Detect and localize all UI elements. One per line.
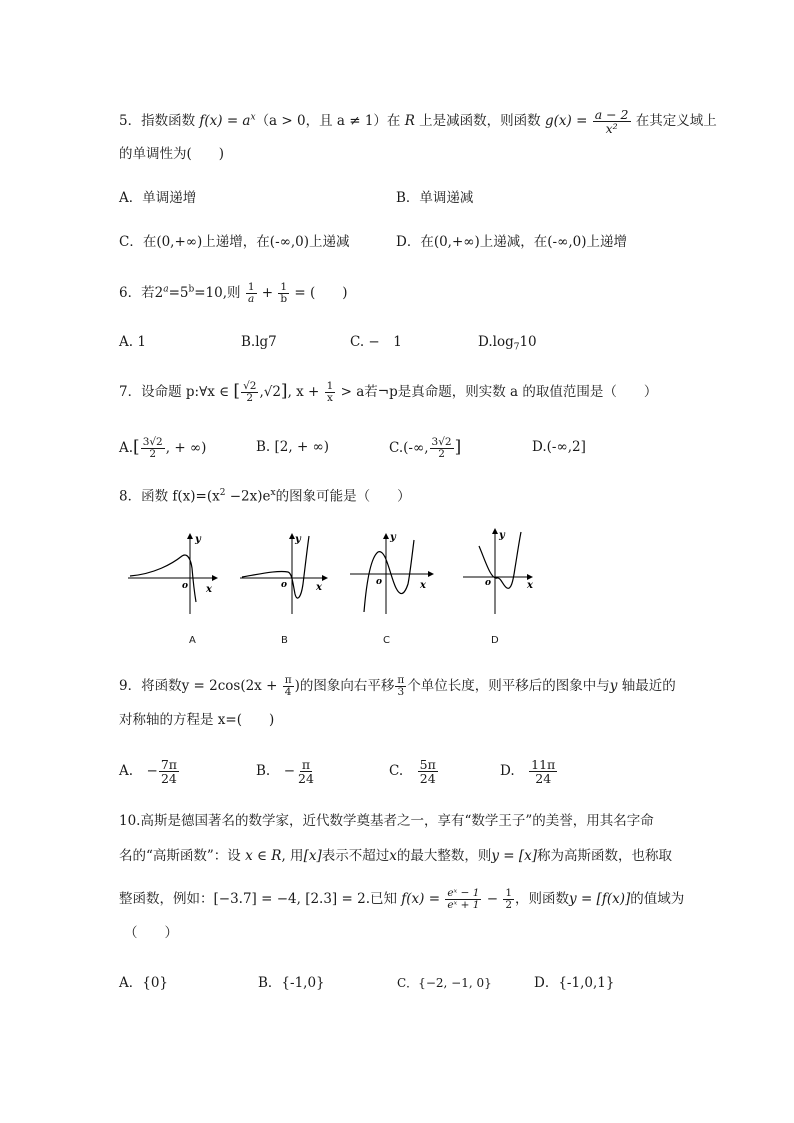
- q8-graph-b-label: B: [281, 635, 288, 646]
- q5-prefix: 5．指数函数: [119, 113, 200, 130]
- question-10-line3: 整函数，例如：[−3.7] = −4, [2.3] = 2.已知 f(x) = $\frac{\text{eˣ − 1}}{\text{eˣ + 1}}$ − $\frac{1}{2}$ ，则函数y = [f(x)]的值域为: [119, 887, 685, 912]
- q7-fraction: $\frac{1}{x}$: [326, 380, 334, 405]
- q5-gx: g(x) =: [544, 113, 588, 130]
- q5-option-c[interactable]: C．在(0,+∞)上递增，在(-∞,0)上递减: [119, 234, 350, 250]
- q5-suffix: 在其定义域上: [631, 113, 717, 130]
- q9-option-d[interactable]: D. $\frac{11\pi}{24}$: [500, 757, 556, 787]
- q7-interval-left: $\frac{√2}{2}$: [243, 380, 257, 405]
- q10-option-b[interactable]: B．{-1,0}: [258, 975, 325, 991]
- q6-fraction-2: $\frac{1}{b}$: [280, 281, 288, 306]
- q7-option-a[interactable]: A.[ $\frac{3√2}{2}$ , + ∞): [119, 436, 207, 461]
- q7-option-b[interactable]: B. [2, + ∞): [256, 439, 330, 455]
- q5-option-a[interactable]: A．单调递增: [119, 190, 197, 206]
- q10-half-fraction: $\frac{1}{2}$: [505, 887, 513, 912]
- question-7-stem: 7．设命题 p:∀x ∈ [ $\frac{√2}{2}$ ,√2], x + $\frac{1}{x}$ > a若¬p是真命题，则实数 a 的取值范围是（ ）: [119, 380, 658, 405]
- q10-option-a[interactable]: A．{0}: [119, 975, 169, 991]
- question-10-line2: 名的“高斯函数”：设 x ∈ R, 用[x]表示不超过x的最大整数，则y = [x]称为高斯函数，也称取: [119, 848, 673, 864]
- q9-option-b[interactable]: B. − $\frac{\pi}{24}$: [256, 757, 314, 787]
- q5-fx: f(x) = a: [199, 113, 251, 130]
- question-9-stem: 9．将函数y = 2cos(2x + $\frac{\pi}{4}$ )的图象向右平移 $\frac{\pi}{3}$ 个单位长度，则平移后的图象中与y 轴最近的: [119, 674, 676, 699]
- q6-option-d[interactable]: $D.\log_710$: [478, 334, 537, 353]
- q8-c-origin: o: [376, 577, 383, 587]
- q6-option-b[interactable]: B.lg7: [241, 334, 277, 350]
- q8-graph-a-label: A: [189, 635, 196, 646]
- q8-graph-b[interactable]: [236, 528, 336, 618]
- q7-option-d[interactable]: D.(-∞,2]: [532, 439, 586, 455]
- q8-graph-d-label: D: [491, 635, 499, 646]
- q8-d-origin: o: [485, 578, 492, 588]
- q10-option-d[interactable]: D．{-1,0,1}: [534, 975, 615, 991]
- q8-a-y-label: y: [195, 534, 201, 545]
- q5-option-d[interactable]: D．在(0,+∞)上递减，在(-∞,0)上递增: [396, 234, 628, 250]
- q8-b-origin: o: [281, 580, 288, 590]
- q6-fraction-1: $\frac{1}{a}$: [247, 281, 255, 306]
- q8-graph-c-label: C: [383, 635, 390, 646]
- q8-d-x-label: x: [527, 580, 533, 591]
- q8-c-x-label: x: [420, 580, 426, 591]
- question-5-stem: [119, 108, 717, 135]
- q10-option-c[interactable]: C．{−2, −1, 0}: [397, 976, 492, 990]
- q8-a-origin: o: [182, 581, 189, 591]
- question-8-stem: 8．函数 $f(x)=(x^2 -2x)e^x$的图象可能是（ ）: [119, 488, 411, 505]
- question-5-line2: 的单调性为( ): [119, 146, 225, 162]
- q9-option-c[interactable]: C. $\frac{5\pi}{24}$: [389, 757, 436, 787]
- q5-cond: （a > 0，且 a ≠ 1）在: [255, 113, 405, 130]
- question-10-line4: （ ）: [124, 925, 178, 941]
- q9-option-a[interactable]: A. − $\frac{7\pi}{24}$: [119, 757, 178, 787]
- q6-option-c[interactable]: C. − 1: [350, 334, 402, 350]
- q8-graph-d[interactable]: [459, 522, 559, 618]
- q8-c-y-label: y: [390, 532, 396, 543]
- q8-graph-c[interactable]: [346, 528, 446, 618]
- question-9-line2: 对称轴的方程是 x=( ): [119, 712, 275, 728]
- q5-mid: 上是减函数，则函数: [414, 113, 545, 130]
- q10-f-fraction: $\frac{\text{eˣ − 1}}{\text{eˣ + 1}}$: [447, 887, 480, 912]
- q7-option-c[interactable]: C.(-∞, $\frac{3√2}{2}$ ]: [389, 436, 462, 461]
- question-6-stem: 6．若$2^a=5^b=10$,则 $\frac{1}{a}$ + $\frac{1}{b}$ = ( ): [119, 281, 348, 306]
- q8-a-x-label: x: [206, 584, 212, 595]
- q8-b-y-label: y: [295, 534, 301, 545]
- q8-graph-a[interactable]: [124, 528, 224, 618]
- q6-option-a[interactable]: A. 1: [119, 334, 146, 350]
- q5-fx-exp: x: [250, 112, 256, 123]
- q8-d-y-label: y: [499, 530, 505, 541]
- q5-option-b[interactable]: B．单调递减: [396, 190, 474, 206]
- q5-g-fraction: $\frac{a - 2}{\text{x²}}$: [594, 107, 629, 137]
- q8-b-x-label: x: [316, 582, 322, 593]
- question-10-line1: 10.高斯是德国著名的数学家，近代数学奠基者之一，享有“数学王子”的美誉，用其名字命: [119, 813, 654, 829]
- q5-R: R: [404, 113, 415, 130]
